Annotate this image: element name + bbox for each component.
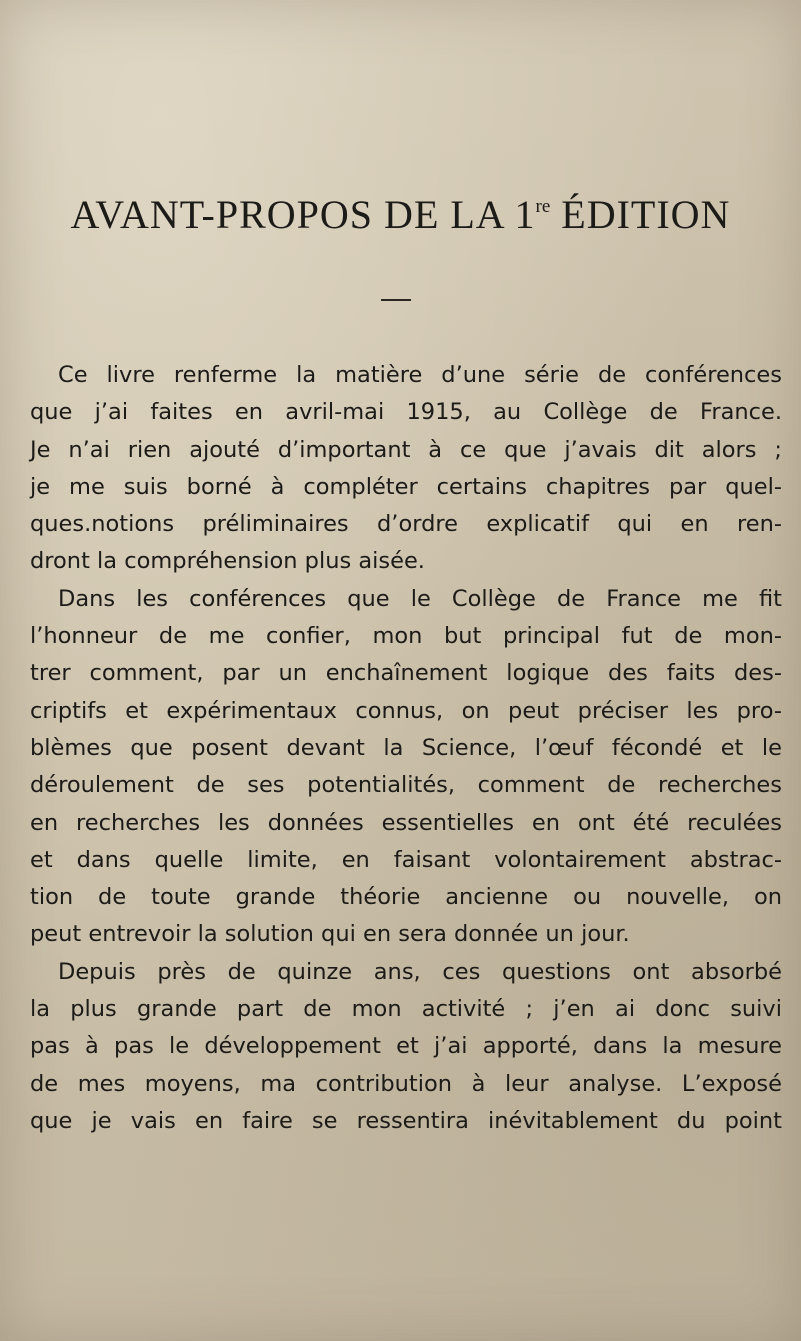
text-line: Je n’ai rien ajouté d’important à ce que j’avais dit alors ; (30, 436, 782, 463)
text-line: que je vais en faire se ressentira inévitablement du point (30, 1107, 782, 1134)
text-line: trer comment, par un enchaînement logique des faits des- (30, 660, 782, 687)
heading-divider (381, 299, 411, 301)
text-line: l’honneur de me confier, mon but principal fut de mon- (30, 623, 782, 650)
text-line: Depuis près de quinze ans, ces questions ont absorbé (58, 958, 782, 985)
text-line: Ce livre renferme la matière d’une série de conférences (58, 362, 782, 388)
text-line: Dans les conférences que le Collège de France me fit (58, 585, 782, 612)
heading-main: AVANT-PROPOS DE LA 1 (70, 192, 536, 237)
text-line: la plus grande part de mon activité ; j’en ai donc suivi (30, 996, 782, 1023)
text-line: que j’ai faites en avril-mai 1915, au Collège de France. (30, 399, 782, 426)
text-line: en recherches les données essentielles en ont été reculées (30, 809, 782, 836)
text-line: je me suis borné à compléter certains chapitres par quel- (30, 473, 782, 500)
heading-superscript: re (535, 196, 551, 217)
text-line: de mes moyens, ma contribution à leur analyse. L’exposé (30, 1070, 782, 1097)
text-line: peut entrevoir la solution qui en sera donnée un jour. (30, 921, 630, 948)
text-line: blèmes que posent devant la Science, l’œuf fécondé et le (30, 734, 782, 761)
text-line: pas à pas le développement et j’ai apporté, dans la mesure (30, 1033, 782, 1060)
text-line: criptifs et expérimentaux connus, on peut préciser les pro- (30, 697, 782, 724)
text-line: déroulement de ses potentialités, comment de recherches (30, 772, 782, 799)
text-line: dront la compréhension plus aisée. (30, 548, 425, 575)
heading-tail: ÉDITION (550, 192, 731, 237)
page-heading (0, 183, 801, 239)
text-line: et dans quelle limite, en faisant volontairement abstrac- (30, 846, 782, 873)
body-text (30, 357, 782, 1140)
text-line: tion de toute grande théorie ancienne ou nouvelle, on (30, 884, 782, 911)
text-line: ques.notions préliminaires d’ordre explicatif qui en ren- (30, 511, 782, 538)
